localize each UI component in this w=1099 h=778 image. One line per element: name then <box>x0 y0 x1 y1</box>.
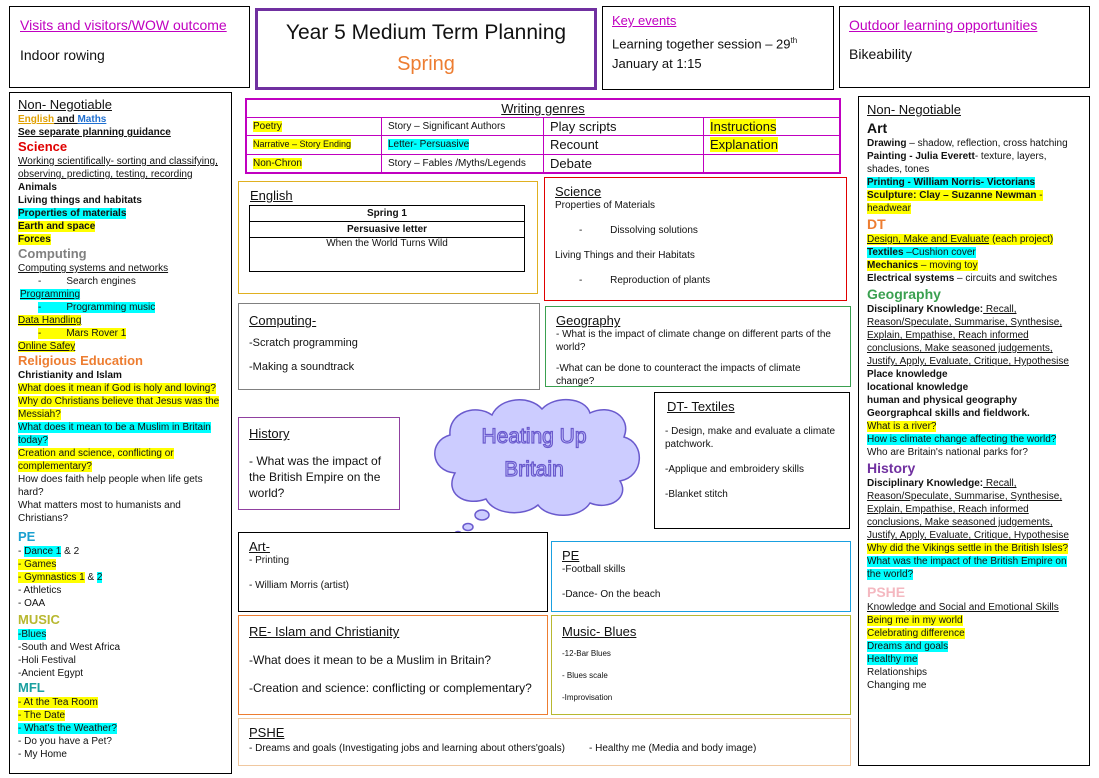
term-label: Spring <box>397 53 455 75</box>
music-heading: Music- Blues <box>562 624 637 639</box>
mfl-item: - What's the Weather? <box>18 723 117 734</box>
geo-item: Disciplinary Knowledge: Recall, Reason/Speculate, Summarise, Synthesise, Explain, Empathise, Reach informed conclusions, Make seasoned judgements, Justify, Apply, Evaluate, Critique, Hypothesise <box>867 304 1069 367</box>
dt-item: Textiles –Cushion cover <box>867 247 976 258</box>
key-events-line-2: January at 1:15 <box>612 56 702 72</box>
outdoor-box <box>839 6 1090 88</box>
dt-item: - Design, make and evaluate a climate patchwork. <box>665 426 836 450</box>
comp-item: Computing systems and networks <box>18 263 169 274</box>
sci-item: Earth and space <box>18 221 96 232</box>
pshe-items <box>249 742 840 755</box>
english-text: When the World Turns Wild <box>250 238 525 272</box>
pshe-item: Being me in my world <box>867 615 963 626</box>
left-music-heading: MUSIC <box>18 612 60 627</box>
mfl-item: - At the Tea Room <box>18 697 98 708</box>
hist-item: Why did the Vikings settle in the British Isles? <box>867 543 1069 554</box>
key-events-value <box>612 31 797 74</box>
dt-panel <box>654 392 850 529</box>
art-panel <box>238 532 548 612</box>
visits-box <box>9 6 250 88</box>
right-art-heading: Art <box>867 120 888 136</box>
pe-panel <box>551 541 851 612</box>
left-non-negotiable <box>9 92 232 774</box>
music-panel <box>551 615 851 715</box>
re-item: Why do Christians believe that Jesus was the Messiah? <box>18 396 220 420</box>
re-panel <box>238 615 548 715</box>
mfl-item: - My Home <box>18 749 67 760</box>
art-item: Drawing – shadow, reflection, cross hatching <box>867 138 1068 149</box>
geography-heading: Geography <box>556 313 621 328</box>
dt-heading: DT- Textiles <box>667 399 735 414</box>
geography-item: - What is the impact of climate change on different parts of the world? <box>556 329 831 353</box>
art-item: Sculpture: Clay – Suzanne Newman - headwear <box>867 190 1043 214</box>
re-item: What matters most to humanists and Christians? <box>18 500 181 524</box>
left-science-heading: Science <box>18 139 68 154</box>
music-item: -Ancient Egypt <box>18 668 84 679</box>
sci-item: Animals <box>18 182 57 193</box>
history-item: - What was the impact of the British Empire on the world? <box>249 454 382 500</box>
genre-cell: Story – Significant Authors <box>382 118 544 136</box>
geo-item: Who are Britain's national parks for? <box>867 447 1028 458</box>
art-item: Printing - William Norris- Victorians <box>867 177 1036 188</box>
history-panel <box>238 417 400 510</box>
re-item: -What does it mean to be a Muslim in Britain? <box>249 653 492 667</box>
left-re-heading: Religious Education <box>18 353 143 368</box>
dt-item: -Applique and embroidery skills <box>665 464 804 475</box>
left-nn-heading: Non- Negotiable <box>18 97 112 112</box>
comp-item: Data Handling <box>18 315 82 326</box>
re-item: What does it mean if God is holy and loving? <box>18 383 216 394</box>
geo-item: What is a river? <box>867 421 937 432</box>
and-label: and <box>54 114 78 125</box>
mfl-item: - Do you have a Pet? <box>18 736 112 747</box>
english-panel <box>238 181 538 294</box>
key-events-line-1: Learning together session – 29 <box>612 36 791 52</box>
re-item: Christianity and Islam <box>18 370 122 381</box>
title-box <box>255 8 597 90</box>
comp-item: Online Safey <box>18 341 76 352</box>
key-events-box <box>602 6 834 90</box>
genre-cell: Play scripts <box>544 118 704 136</box>
left-pe-heading: PE <box>18 529 36 544</box>
pshe-item: Celebrating difference <box>867 628 965 639</box>
sci-item: Properties of materials <box>18 208 127 219</box>
maths-label: Maths <box>77 114 107 125</box>
music-item: -Holi Festival <box>18 655 76 666</box>
sci-item: Forces <box>18 234 51 245</box>
cloud-text-line-2: Britain <box>504 458 564 481</box>
comp-item: Programming <box>20 289 81 300</box>
planning-guidance: See separate planning guidance <box>18 127 171 138</box>
science-item: Living Things and their Habitats <box>555 250 695 261</box>
dt-item: Mechanics – moving toy <box>867 260 978 271</box>
pshe-item: Dreams and goals <box>867 641 949 652</box>
genre-cell: Poetry <box>253 121 282 133</box>
geo-item: How is climate change affecting the world? <box>867 434 1057 445</box>
pe-item: -Dance- On the beach <box>562 589 661 600</box>
genre-cell: Non-Chron <box>253 157 302 169</box>
visits-value: Indoor rowing <box>20 47 105 63</box>
geo-item: human and physical geography <box>867 395 1018 406</box>
pe-item: - Athletics <box>18 585 62 596</box>
hist-item: Disciplinary Knowledge: Recall, Reason/Speculate, Summarise, Synthesise, Explain, Empathise, Reach informed conclusions, Make seasoned judgements, Justify, Apply, Evaluate, Critique, Hypothesise <box>867 478 1069 541</box>
geo-item: Place knowledge <box>867 369 948 380</box>
dt-item: Design, Make and Evaluate (each project) <box>867 234 1054 245</box>
pshe-item: Knowledge and Social and Emotional Skills <box>867 602 1059 613</box>
comp-item: - Programming music <box>38 302 156 313</box>
outdoor-heading: Outdoor learning opportunities <box>849 17 1038 33</box>
pshe-item: Healthy me <box>867 654 918 665</box>
geography-item: -What can be done to counteract the impacts of climate change? <box>556 363 801 387</box>
science-item: - Dissolving solutions <box>579 225 698 236</box>
music-item: -12-Bar Blues <box>562 649 611 658</box>
left-mfl-heading: MFL <box>18 680 45 695</box>
right-nn-heading: Non- Negotiable <box>867 102 961 117</box>
right-dt-heading: DT <box>867 216 886 232</box>
genre-cell: Recount <box>544 136 704 154</box>
re-item: How does faith help people when life gets hard? <box>18 474 203 498</box>
english-heading: English <box>250 188 293 203</box>
genre-cell: Debate <box>544 154 704 172</box>
english-maths-line <box>18 113 223 126</box>
english-label: English <box>18 114 55 125</box>
mfl-item: - The Date <box>18 710 66 721</box>
right-non-negotiable <box>858 96 1090 766</box>
genre-cell: Narrative – Story Ending <box>253 139 352 150</box>
science-item: - Reproduction of plants <box>579 275 711 286</box>
art-heading: Art- <box>249 539 270 554</box>
hist-item: What was the impact of the British Empire on the world? <box>867 556 1067 580</box>
pe-item: - Gymnastics 1 & 2 <box>18 572 103 583</box>
computing-item: -Scratch programming <box>249 337 358 349</box>
geo-item: Georgraphcal skills and fieldwork. <box>867 408 1030 419</box>
genres-title: Writing genres <box>247 100 840 118</box>
art-item: Painting - Julia Everett- texture, layers, shades, tones <box>867 151 1047 175</box>
right-pshe-heading: PSHE <box>867 584 906 600</box>
right-history-heading: History <box>867 460 916 476</box>
science-panel <box>544 177 847 301</box>
pe-item: -Football skills <box>562 564 626 575</box>
key-events-heading: Key events <box>612 13 677 28</box>
pshe-item: - Dreams and goals (Investigating jobs and learning about others'goals) <box>249 743 565 754</box>
comp-item: - Mars Rover 1 <box>38 328 127 339</box>
music-item: -Improvisation <box>562 693 613 702</box>
genre-cell: Story – Fables /Myths/Legends <box>382 154 544 172</box>
english-unit: Persuasive letter <box>250 222 525 238</box>
visits-heading: Visits and visitors/WOW outcome <box>20 17 227 33</box>
pe-item: - Games <box>18 559 57 570</box>
cloud-text <box>448 420 620 486</box>
computing-panel <box>238 303 540 390</box>
genre-cell: Explanation <box>710 137 778 153</box>
genre-cell: Instructions <box>710 119 777 135</box>
pshe-panel <box>238 718 851 766</box>
sci-item: Living things and habitats <box>18 195 142 206</box>
sci-item: Working scientifically- sorting and classifying, observing, predicting, testing, recording <box>18 156 218 180</box>
english-term: Spring 1 <box>250 206 525 222</box>
outdoor-value: Bikeability <box>849 46 913 62</box>
dt-item: Electrical systems – circuits and switches <box>867 273 1058 284</box>
page-title: Year 5 Medium Term Planning <box>285 21 567 44</box>
music-item: - Blues scale <box>562 671 608 680</box>
computing-heading: Computing- <box>249 313 317 328</box>
science-item: Properties of Materials <box>555 200 656 211</box>
re-item: Creation and science, conflicting or complementary? <box>18 448 174 472</box>
pshe-item: Relationships <box>867 667 928 678</box>
writing-genres-table <box>245 98 841 174</box>
left-computing-heading: Computing <box>18 246 87 261</box>
pe-item: - Dance 1 & 2 <box>18 546 80 557</box>
pshe-item: Changing me <box>867 680 927 691</box>
art-item: - Printing <box>249 555 290 566</box>
genre-cell: Letter- Persuasive <box>388 139 470 151</box>
right-geography-heading: Geography <box>867 286 941 302</box>
pe-heading: PE <box>562 548 580 563</box>
science-heading: Science <box>555 184 602 199</box>
dt-item: -Blanket stitch <box>665 489 728 500</box>
music-item: -South and West Africa <box>18 642 121 653</box>
pshe-heading: PSHE <box>249 725 285 740</box>
art-item: - William Morris (artist) <box>249 580 349 591</box>
key-events-sup: th <box>790 36 798 45</box>
re-item: -Creation and science: conflicting or complementary? <box>249 681 532 695</box>
genre-cell <box>704 154 840 172</box>
re-heading: RE- Islam and Christianity <box>249 624 400 639</box>
geography-panel <box>545 306 851 387</box>
re-item: What does it mean to be a Muslim in Britain today? <box>18 422 211 446</box>
computing-item: -Making a soundtrack <box>249 361 355 373</box>
geo-item: locational knowledge <box>867 382 969 393</box>
music-item: -Blues <box>18 629 47 640</box>
comp-item: - Search engines <box>38 276 136 287</box>
pe-item: - OAA <box>18 598 46 609</box>
cloud-text-line-1: Heating Up <box>481 425 587 448</box>
pshe-item: - Healthy me (Media and body image) <box>588 743 757 754</box>
history-heading: History <box>249 426 290 441</box>
